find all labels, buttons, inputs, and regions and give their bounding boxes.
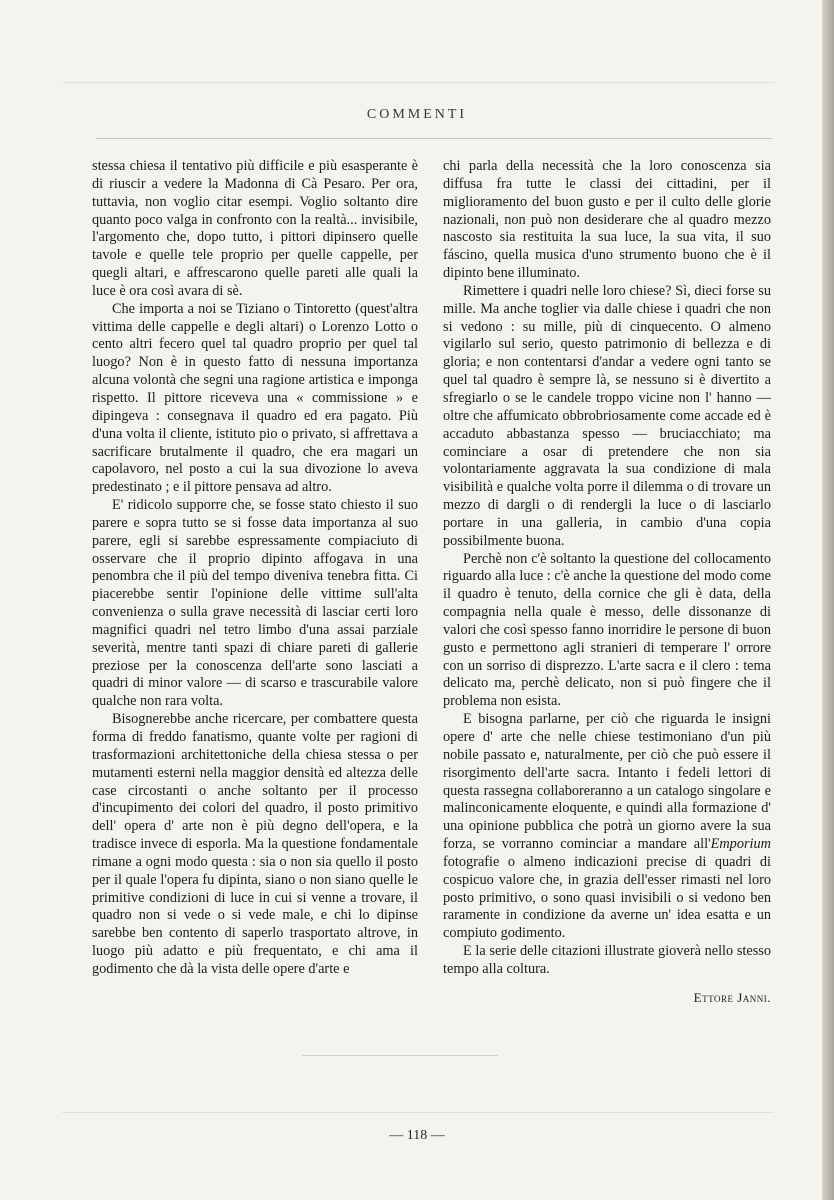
paragraph: Rimettere i quadri nelle loro chiese? Sì, dieci forse su mille. Ma anche toglier via dalle chiese i quadri che non si vedono : su mille, più di cinquecento. O almeno vigilarlo sul serio, questo patrimonio di bellezza e di gloria; e non contentarsi d'andar a vedere ogni tanto se quel tal quadro è sempre là, se nessuno si è divertito a sfregiarlo o se le candele troppo vicine non l' hanno — oltre che affumicato obbrobriosamente come accade ed è accaduto abbastanza spesso — bruciacchiato; ma cominciare a osar di pretendere che non sia volontariamente aggravata la sua condizione di mala visibilità e qualche volta porre il dilemma o di trovare un mezzo di dargli o di rendergli la luce o di lasciarlo portare in una galleria, in cambio d'una copia possibilmente buona. <box>443 282 771 549</box>
decorative-top-rule <box>62 82 774 83</box>
decorative-bottom-rule <box>62 1112 774 1113</box>
text-run: fotografie o almeno indicazioni precise di quadri di cospicuo valore che, in grazia dell'esser rimasti nel loro posto primitivo, o sono quasi invisibili o si vedono ben raramente in condizione da averne un' idea esatta e un compiuto godimento. <box>443 853 771 942</box>
text-run: E bisogna parlarne, per ciò che riguarda le insigni opere d' arte che nelle chiese testimoniano d'un più nobile passato e, naturalmente, per ciò che può essere il risorgimento dell'arte sacra. Intanto i fedeli lettori di questa rassegna collaboreranno a un catalogo singolare e malinconicamente eloquente, e quindi alla formazione d' una opinione pubblica che potrà un giorno avere la sua forza, se vorranno cominciar a mandare all' <box>443 711 771 853</box>
header-rule <box>96 138 772 139</box>
paragraph: Bisognerebbe anche ricercare, per combattere questa forma di freddo fanatismo, quante volte per ragioni di trasformazioni architettoniche della chiesa stessa o per mutamenti esterni nella maggior densità ed altezza delle case circostanti o anche soltanto per il processo d'incupimento dei colori del quadro, il posto primitivo dell' opera d' arte non è più degno dell'opera, e la tradisce invece di esporla. Ma la questione fondamentale rimane a ogni modo questa : sia o non sia quello il posto per il quale l'opera fu dipinta, siano o non siano quelle le primitive condizioni di luce in cui si venne a trovare, il quadro non si vede o si vede male, e chi lo dipinse sarebbe ben contento di saperlo trasportato altrove, in luogo più adatto e più frequentato, e chi ama il godimento che dà la vista delle opere d'arte e <box>92 711 418 977</box>
journal-title: Emporium <box>710 836 771 853</box>
left-column <box>92 158 418 979</box>
paragraph-emporium <box>443 711 771 943</box>
paragraph: stessa chiesa il tentativo più difficile e più esasperante è di riuscir a vedere la Madonna di Cà Pesaro. Per ora, tuttavia, non voglio citar esempi. Voglio soltanto dire quanto poco valga in confronto con la realtà... invisibile, l'argomento che, dopo tutto, i pittori dipinsero quelle tavole e quelle tele proprio per quelle cappelle, per quegli altari, e affrescarono quelle pareti alle quali la luce è ora così avara di sè. <box>92 158 418 299</box>
paragraph: E' ridicolo supporre che, se fosse stato chiesto il suo parere e sopra tutto se si fosse data importanza al suo parere, egli si sarebbe espressamente compiaciuto di osservare che il proprio dipinto affogava in una penombra che il più del tempo diveniva tenebra fitta. Ci piacerebbe sentir l'opinione delle vittime sull'alta convenienza o sulla grave necessità di lasciar certi loro magnifici quadri nel tetro limbo d'una assai parziale severità, mentre tanti spazi di chiare pareti di gallerie preziose per la conoscenza dell'arte sono lasciati a quadri di minor valore — di scarso e trascurabile valore qualche non rara volta. <box>92 497 418 710</box>
faint-divider <box>302 1055 498 1056</box>
paragraph: chi parla della necessità che la loro conoscenza sia diffusa fra tutte le classi dei cittadini, per il miglioramento del buon gusto e per il culto delle glorie nazionali, non può non desiderare che al quadro mezzo nascosto sia restituita la sua luce, la sua vita, il suo fáscino, quella musica d'uno strumento buono che è il dipinto bene illuminato. <box>443 158 771 282</box>
paragraph: Perchè non c'è soltanto la questione del collocamento riguardo alla luce : c'è anche la questione del modo come il quadro è tenuto, della cornice che gli è data, della compagnia nella quale è messo, delle dissonanze di valori che così spesso fanno inorridire le persone di buon gusto e permettono agli stranieri di temperare l' orrore con un sorriso di disprezzo. L'arte sacra e il clero : tema delicato ma, perchè delicato, non si può fingere che il problema non esista. <box>443 550 771 710</box>
right-column <box>443 158 771 1007</box>
author-signature: Ettore Janni. <box>693 989 771 1005</box>
paragraph: E la serie delle citazioni illustrate gioverà nello stesso tempo alla coltura. <box>443 943 771 977</box>
running-title: COMMENTI <box>366 107 468 122</box>
paragraph: Che importa a noi se Tiziano o Tintoretto (quest'altra vittima delle cappelle e degli altari) o Lorenzo Lotto o cento altri fecero quel tal quadro proprio per quel tal luogo? Non è in questo fatto di nessuna importanza alcuna volontà che segni una ragione artistica e imponga rispetto. Il pittore riceveva una « commissione » e dipingeva : consegnava il quadro ed era pagato. Più d'una volta il cliente, istituto pio o privato, si affrettava a sacrificare brutalmente il quadro, che era magari un capolavoro, nel posto a cui la sua divozione lo aveva predestinato ; e il pittore pensava ad altro. <box>92 300 418 496</box>
page-number: — 118 — <box>389 1128 445 1143</box>
page-edge-shadow <box>822 0 834 1200</box>
